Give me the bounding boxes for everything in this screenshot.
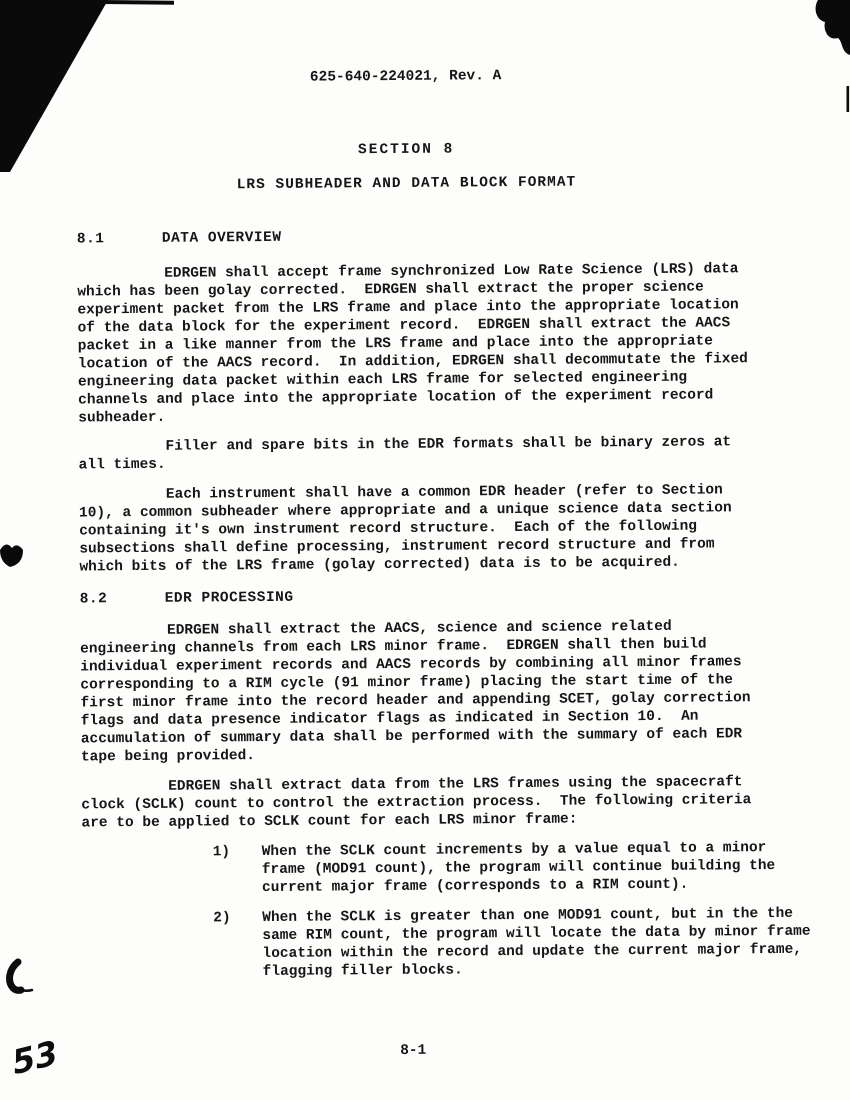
paragraph: Filler and spare bits in the EDR formats shall be binary zeros at all times. [78, 434, 732, 474]
list-item-marker: 1) [212, 844, 231, 861]
scan-artifact-pen-mark [2, 958, 38, 1000]
section-heading-8-2 [80, 585, 740, 608]
page-content [75, 0, 811, 1062]
section-heading-label: DATA OVERVIEW [161, 229, 282, 247]
list-item-text: When the SCLK is greater than one MOD91 count, but in the the same RIM count, the program will locate the data by minor frame location within the record and update the current major frame, flagging filler blocks. [262, 905, 811, 981]
paragraph: Each instrument shall have a common EDR header (refer to Section 10), a common subheader where appropriate and a unique science data section containing it's own instrument record structure. Each of the following subsections shall define processing, instrument record structure and from which bits of the LRS frame (golay corrected) data is to be acquired. [78, 482, 732, 576]
scan-artifact-top-right-corner [808, 0, 850, 115]
list-item-2 [213, 905, 811, 981]
section-title: SECTION 8 [357, 141, 455, 159]
list-item-1 [212, 839, 776, 897]
paragraph: EDRGEN shall extract data from the LRS frames using the spacecraft clock (SCLK) count to control the extraction process. The following criteria are to be applied to SCLK count for each LRS minor frame: [81, 774, 752, 832]
page-number: 8-1 [400, 1042, 427, 1059]
scan-artifact-left-blob [0, 542, 26, 572]
handwritten-page-number: 53 [9, 1032, 61, 1083]
paragraph: EDRGEN shall accept frame synchronized Low Rate Science (LRS) data which has been golay corrected. EDRGEN shall extract the proper science experiment packet from the LRS frame and place into the appropriate location of the data block for the experiment record. EDRGEN shall extract the AACS packet in a like manner from the LRS frame and place into the appropriate location of the AACS record. In addition, EDRGEN shall decommutate the fixed engineering data packet within each LRS frame for selected engineering channels and place into the appropriate location of the experiment record subheader. [77, 261, 748, 427]
section-heading-label: EDR PROCESSING [164, 589, 294, 607]
section-heading-8-1 [77, 225, 737, 248]
section-subtitle: LRS SUBHEADER AND DATA BLOCK FORMAT [236, 174, 577, 194]
section-number: 8.1 [76, 231, 105, 248]
list-item-text: When the SCLK count increments by a value equal to a minor frame (MOD91 count), the program will continue building the current major frame (corresponds to a RIM count). [261, 840, 776, 897]
list-item-marker: 2) [213, 910, 231, 927]
document-number: 625-640-224021, Rev. A [309, 68, 502, 86]
paragraph: EDRGEN shall extract the AACS, science and science related engineering channels from each LRS minor frame. EDRGEN shall then build individual experiment records and AACS records by combining all minor frames corresponding to a RIM cycle (91 minor frame) placing the start time of the first minor frame into the record header and appending SCET, golay correction flags and data presence indicator flags as indicated in Section 10. An accumulation of summary data shall be performed with the summary of each EDR tape being provided. [79, 618, 751, 766]
section-number: 8.2 [79, 591, 108, 608]
